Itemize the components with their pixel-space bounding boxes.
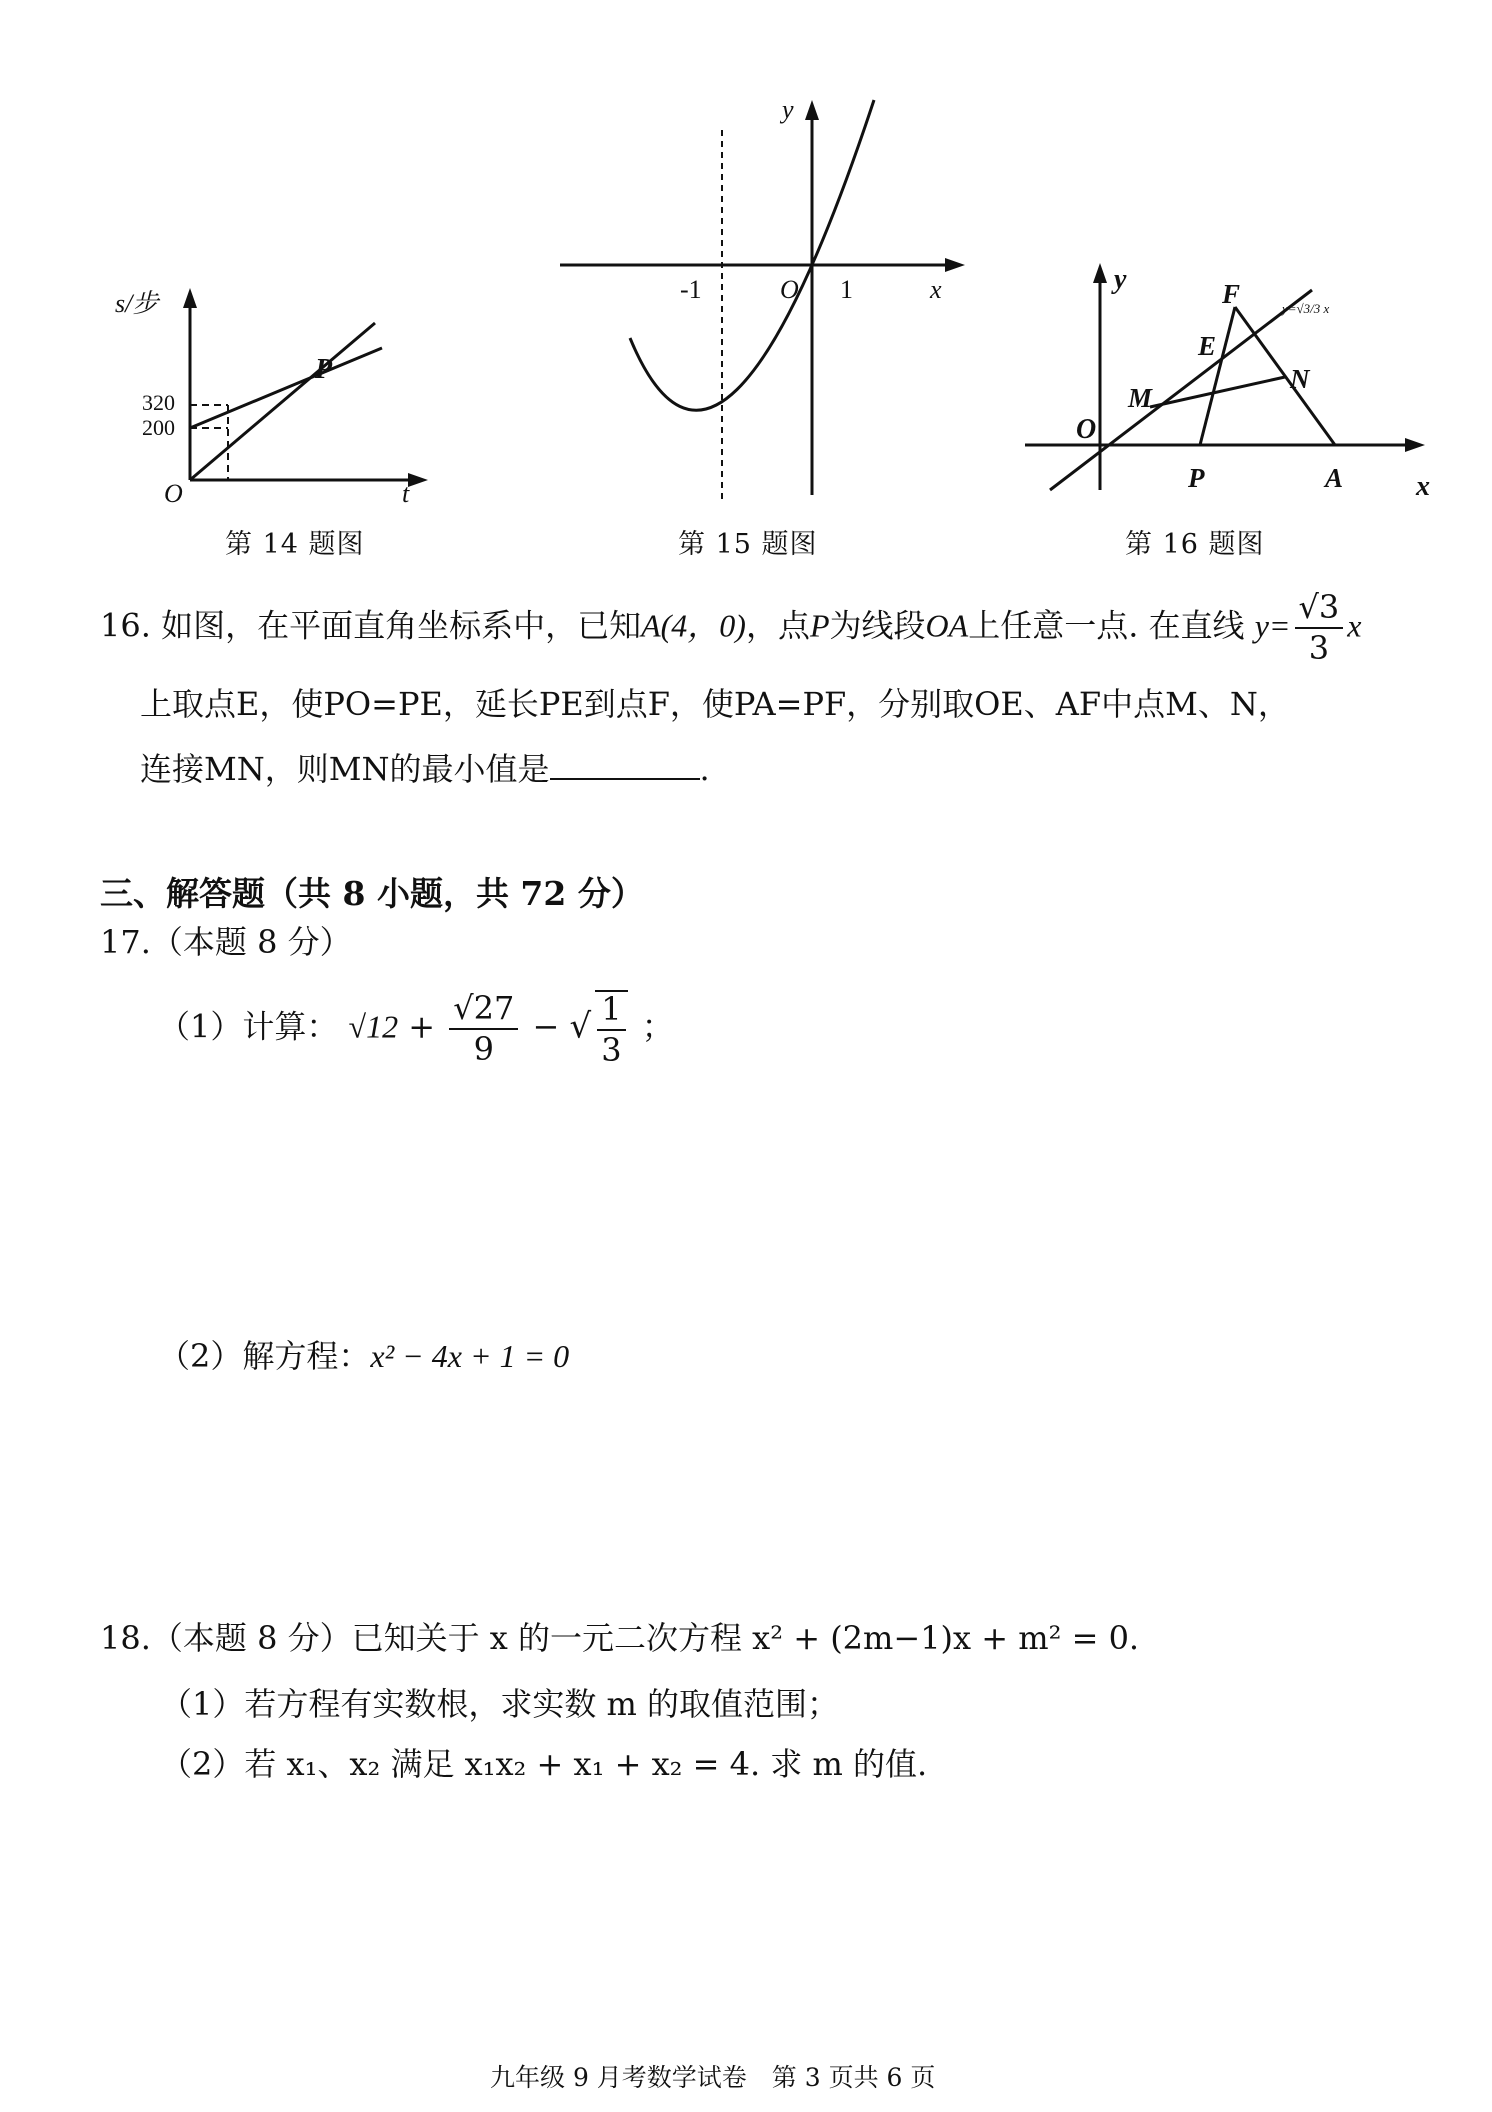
q16-y-eq: y= (1254, 607, 1291, 644)
fig15-x-arrow (945, 258, 965, 272)
fig16-point-e: E (1198, 331, 1217, 361)
q17-part1-label: （1）计算： (158, 1007, 339, 1046)
q16-x: x (1347, 607, 1362, 644)
fig15-x-label: x (930, 275, 942, 304)
fig16-y-label: y (1114, 264, 1127, 295)
q16-answer-blank[interactable] (550, 752, 700, 780)
q16-frac-den: 3 (1308, 629, 1330, 668)
q17-frac2-den: 3 (601, 1031, 622, 1070)
q16-text-b: ，点 (745, 606, 810, 645)
fig16-line-y-sqrt3-3x (1050, 290, 1312, 490)
fig16-point-p: P (1188, 463, 1205, 493)
q17-part1: （1）计算： √12 + $\frac{√27}{9}$ − √ $\frac{1}{3}$ ； (158, 989, 674, 1070)
fig14-line-shallow (190, 348, 382, 428)
fig14-x-label: t (402, 479, 410, 508)
q16-fraction (1295, 590, 1344, 666)
fig16-segment-fa (1235, 307, 1335, 445)
q17-frac1-num: √27 (449, 991, 518, 1030)
fig14-line-steep (190, 323, 375, 480)
fig15-y-arrow (805, 100, 819, 120)
fig16-x-arrow (1405, 438, 1425, 452)
fig16-point-n: N (1290, 364, 1310, 394)
fig16-origin: O (1076, 414, 1097, 445)
fig15-origin: O (780, 275, 799, 304)
q17-frac2-num: 1 (597, 992, 625, 1031)
q17-part2-label: （2）解方程： (158, 1337, 371, 1375)
fig14-origin: O (164, 479, 183, 508)
fig16-point-a: A (1325, 463, 1344, 493)
fig14-tick-200: 200 (142, 415, 175, 440)
fig14-point-p: P (315, 354, 333, 385)
q17-sqrt12: √12 (348, 1008, 399, 1045)
q17-semicolon: ； (641, 1007, 674, 1046)
q17-part2-equation: x² − 4x + 1 = 0 (370, 1338, 570, 1374)
fig16-point-m: M (1128, 383, 1153, 413)
figure-16 (1020, 255, 1440, 505)
q17-plus: + (408, 1007, 436, 1046)
q16-line3-end: . (699, 750, 710, 788)
fig14-y-label: s/步 (115, 289, 159, 318)
q17-header: 17.（本题 8 分） (100, 923, 352, 961)
fig16-point-f: F (1222, 279, 1241, 309)
q16-line-2: 上取点E，使PO=PE，延长PE到点F，使PA=PF，分别取OE、AF中点M、N， (140, 685, 1290, 723)
q16-oa: OA (925, 607, 969, 644)
fig15-tick-1: 1 (840, 275, 853, 304)
q18-header: 18.（本题 8 分）已知关于 x 的一元二次方程 x² + (2m−1)x + m² = 0. (100, 1619, 1140, 1657)
fig16-segment-pf (1200, 307, 1235, 445)
q17-fraction-1 (449, 991, 518, 1067)
fig16-x-label: x (1416, 471, 1430, 502)
fig15-parabola (630, 100, 874, 410)
q16-text-c: 为线段 (829, 606, 926, 645)
section-3-title: 三、解答题（共 8 小题，共 72 分） (100, 874, 644, 913)
q16-text-d: 上任意一点. 在直线 (968, 606, 1245, 645)
q18-part2: （2）若 x₁、x₂ 满足 x₁x₂ + x₁ + x₂ = 4. 求 m 的值. (160, 1745, 928, 1783)
q16-line-3 (140, 750, 710, 788)
q17-minus: − (532, 1007, 560, 1046)
figure-14 (115, 270, 420, 510)
fig15-tick-neg1: -1 (680, 275, 702, 304)
fig15-y-label: y (782, 95, 794, 124)
q17-fraction-2 (595, 990, 627, 1068)
q17-part2 (158, 1337, 570, 1375)
fig14-caption: 第 14 题图 (225, 529, 365, 560)
fig14-x-arrow (408, 473, 428, 487)
q16-p: P (809, 607, 830, 644)
q17-frac1-den: 9 (473, 1030, 494, 1069)
fig14-tick-320: 320 (142, 390, 175, 415)
page-footer: 九年级 9 月考数学试卷 第 3 页共 6 页 (490, 2063, 936, 2092)
q18-part1: （1）若方程有实数根，求实数 m 的取值范围； (160, 1685, 840, 1723)
fig16-caption: 第 16 题图 (1125, 529, 1265, 560)
fig16-line-label: y=√3/3 x (1282, 301, 1330, 316)
fig14-y-arrow (183, 288, 197, 308)
q16-text-a: 如图，在平面直角坐标系中，已知 (161, 606, 642, 645)
fig15-caption: 第 15 题图 (678, 529, 818, 560)
fig16-y-arrow (1093, 263, 1107, 283)
figure-15 (550, 90, 970, 510)
q16-point-a: A(4，0) (641, 607, 746, 644)
q16-line3-text: 连接MN，则MN的最小值是 (140, 750, 550, 788)
q16-frac-num: √3 (1295, 590, 1344, 629)
q16-number: 16. (100, 606, 151, 645)
q16-line-1 (100, 590, 1361, 666)
